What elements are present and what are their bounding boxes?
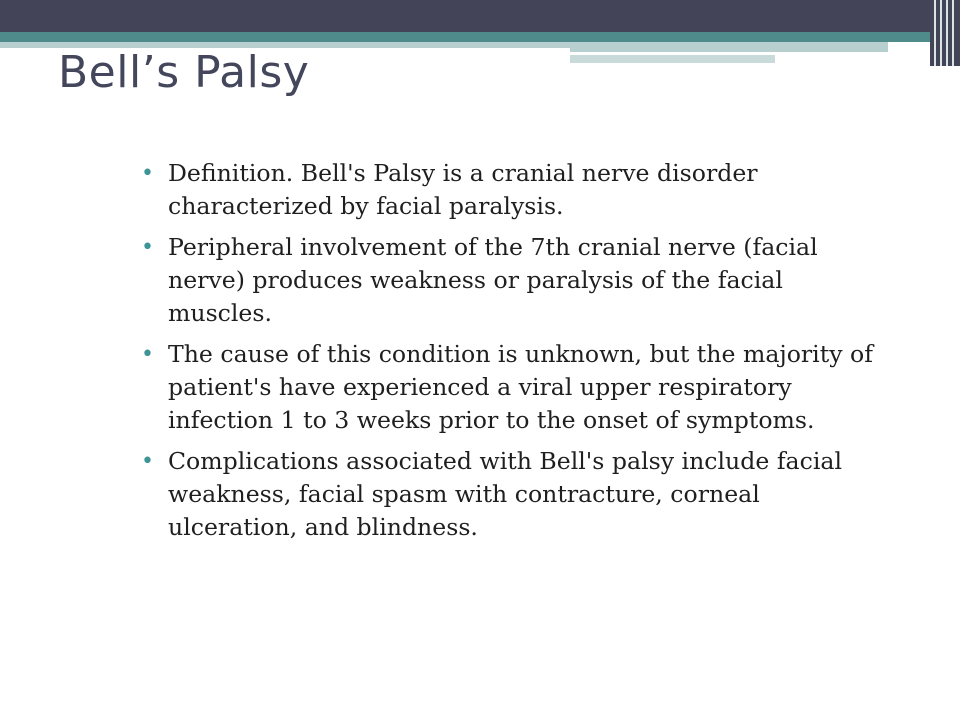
header-stripe <box>940 0 942 66</box>
bullet-icon: • <box>141 235 154 260</box>
bullet-text: The cause of this condition is unknown, but the majority of patient's have experienced a viral upper respiratory infection 1 to 3 weeks prior to the onset of symptoms. <box>168 340 873 434</box>
header-stripe <box>934 0 936 66</box>
bullet-item <box>141 338 881 437</box>
slide-title: Bell’s Palsy <box>58 47 310 98</box>
bullet-list <box>141 157 881 552</box>
header-banner-teal <box>0 32 960 42</box>
bullet-icon: • <box>141 161 154 186</box>
bullet-item <box>141 445 881 544</box>
bullet-text: Complications associated with Bell's palsy include facial weakness, facial spasm with contracture, corneal ulceration, and blindness. <box>168 447 842 541</box>
bullet-item <box>141 231 881 330</box>
bullet-item <box>141 157 881 223</box>
bullet-icon: • <box>141 449 154 474</box>
bullet-text: Definition. Bell's Palsy is a cranial nerve disorder characterized by facial paralysis. <box>168 159 758 220</box>
header-banner-step <box>570 42 888 52</box>
header-banner-dark <box>0 0 960 32</box>
header-stripe <box>952 0 954 66</box>
bullet-icon: • <box>141 342 154 367</box>
header-stripe <box>946 0 948 66</box>
bullet-text: Peripheral involvement of the 7th cranial nerve (facial nerve) produces weakness or paralysis of the facial muscles. <box>168 233 818 327</box>
header-banner-step-lower <box>570 55 775 63</box>
header-stripes <box>930 0 960 66</box>
